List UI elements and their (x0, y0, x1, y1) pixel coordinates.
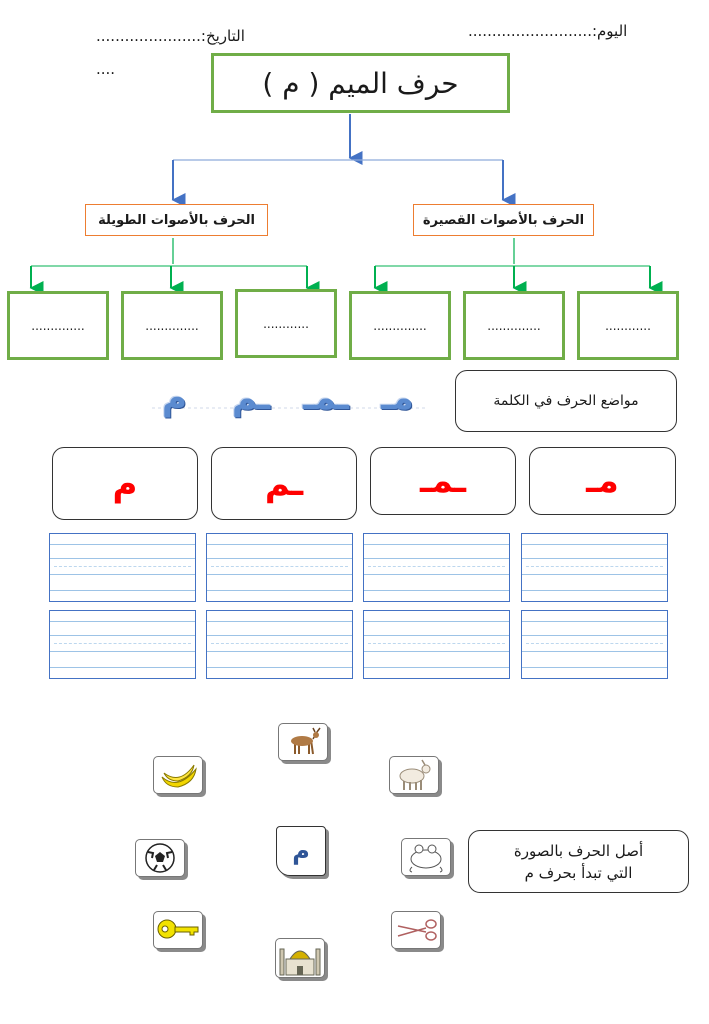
answer-slot-3[interactable] (235, 289, 337, 358)
writing-box[interactable] (521, 610, 668, 679)
letter-final: ـم (264, 463, 304, 504)
answer-slot-1[interactable] (7, 291, 109, 360)
deer-icon (279, 724, 327, 760)
answer-slot-4[interactable] (349, 291, 451, 360)
date-field-continuation: .... (96, 60, 116, 78)
writing-box[interactable] (206, 533, 353, 602)
scissors-card[interactable] (391, 911, 441, 949)
answer-slot-dots: ............ (263, 316, 309, 331)
letter-box-isolated (52, 447, 198, 520)
matching-instruction-line1: أصل الحرف بالصورة (513, 841, 644, 860)
answer-slot-dots: .............. (487, 318, 541, 333)
frog-card[interactable] (401, 838, 451, 876)
answer-slot-2[interactable] (121, 291, 223, 360)
frog-icon (402, 839, 450, 875)
answer-slot-dots: ............ (605, 318, 651, 333)
letter-isolated: م (112, 463, 138, 504)
letter-initial: مـ (586, 461, 619, 501)
center-letter: م (292, 837, 310, 865)
banana-card[interactable] (153, 756, 203, 794)
writing-box[interactable] (206, 610, 353, 679)
answer-slot-dots: .............. (145, 318, 199, 333)
writing-box[interactable] (521, 533, 668, 602)
positions-label-box (455, 370, 677, 432)
long-vowels-box (85, 204, 268, 236)
goat-icon (390, 757, 438, 793)
short-vowels-label: الحرف بالأصوات القصيرة (422, 212, 585, 228)
letter-box-final (211, 447, 357, 520)
letter-box-initial (529, 447, 676, 515)
long-vowels-label: الحرف بالأصوات الطويلة (98, 212, 255, 228)
positions-label: مواضع الحرف في الكلمة (493, 393, 639, 409)
answer-slot-dots: .............. (373, 318, 427, 333)
ball-card[interactable] (135, 839, 185, 877)
center-letter-card[interactable] (276, 826, 326, 876)
writing-box[interactable] (49, 533, 196, 602)
writing-box[interactable] (363, 533, 510, 602)
banana-icon (154, 757, 202, 793)
mosque-icon (276, 939, 324, 977)
letter-box-medial (370, 447, 516, 515)
day-field[interactable]: اليوم:.......................... (468, 22, 628, 40)
answer-slot-6[interactable] (577, 291, 679, 360)
sample-form-medial: ـمـ (303, 378, 350, 418)
writing-box[interactable] (49, 610, 196, 679)
short-vowels-box (413, 204, 594, 236)
date-field[interactable]: التاريخ:...................... (96, 27, 245, 45)
sample-form-initial: مـ (381, 378, 414, 418)
writing-box[interactable] (363, 610, 510, 679)
page-title-text: حرف الميم ( م ) (262, 66, 459, 100)
deer-card[interactable] (278, 723, 328, 761)
matching-instruction-line2: التي تبدأ بحرف م (524, 863, 633, 882)
answer-slot-5[interactable] (463, 291, 565, 360)
mosque-card[interactable] (275, 938, 325, 978)
goat-card[interactable] (389, 756, 439, 794)
sample-form-isolated: م (162, 378, 187, 418)
letter-medial: ـمـ (419, 461, 467, 501)
ball-icon (136, 840, 184, 876)
key-icon (154, 912, 202, 948)
page-title (211, 53, 510, 113)
key-card[interactable] (153, 911, 203, 949)
matching-instruction-box (468, 830, 689, 893)
scissors-icon (392, 912, 440, 948)
answer-slot-dots: .............. (31, 318, 85, 333)
sample-form-final: ـم (232, 378, 271, 418)
